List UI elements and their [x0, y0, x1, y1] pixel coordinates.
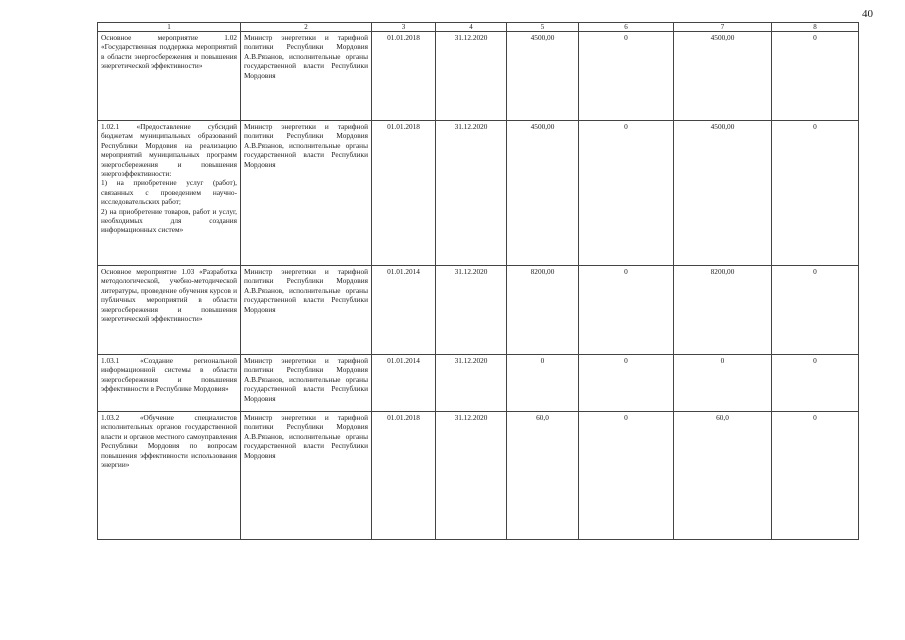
column-number: 3	[372, 23, 436, 32]
start-date: 01.01.2018	[372, 412, 436, 540]
value-col8: 0	[772, 32, 859, 121]
column-number: 5	[507, 23, 579, 32]
value-col6: 0	[579, 412, 674, 540]
value-col7: 4500,00	[674, 121, 772, 266]
end-date: 31.12.2020	[436, 121, 507, 266]
end-date: 31.12.2020	[436, 355, 507, 412]
table-row	[98, 266, 859, 355]
value-col7: 4500,00	[674, 32, 772, 121]
activity-description: 1.03.2 «Обучение специалистов исполнительных органов государственной власти и органов местного самоуправления Республики Мордовия по вопросам повышения эффективности использования энергии»	[98, 412, 241, 540]
value-col8: 0	[772, 412, 859, 540]
start-date: 01.01.2018	[372, 32, 436, 121]
responsible-executor: Министр энергетики и тарифной политики Республики Мордовия А.В.Рязанов, исполнительные органы государственной власти Республики Мордовия	[241, 355, 372, 412]
start-date: 01.01.2018	[372, 121, 436, 266]
value-col5: 8200,00	[507, 266, 579, 355]
column-number: 2	[241, 23, 372, 32]
table-row	[98, 412, 859, 540]
value-col5: 60,0	[507, 412, 579, 540]
value-col7: 0	[674, 355, 772, 412]
value-col5: 4500,00	[507, 32, 579, 121]
end-date: 31.12.2020	[436, 412, 507, 540]
value-col5: 0	[507, 355, 579, 412]
value-col6: 0	[579, 121, 674, 266]
column-number-row	[98, 23, 859, 32]
value-col6: 0	[579, 355, 674, 412]
value-col8: 0	[772, 121, 859, 266]
value-col7: 8200,00	[674, 266, 772, 355]
responsible-executor: Министр энергетики и тарифной политики Республики Мордовия А.В.Рязанов, исполнительные органы государственной власти Республики Мордовия	[241, 412, 372, 540]
column-number: 7	[674, 23, 772, 32]
column-number: 4	[436, 23, 507, 32]
program-table	[97, 22, 859, 540]
value-col7: 60,0	[674, 412, 772, 540]
end-date: 31.12.2020	[436, 32, 507, 121]
column-number: 8	[772, 23, 859, 32]
value-col8: 0	[772, 355, 859, 412]
value-col8: 0	[772, 266, 859, 355]
page-number: 40	[862, 8, 873, 20]
activity-description	[98, 121, 241, 266]
activity-description-main: 1.02.1 «Предоставление субсидий бюджетам муниципальных образований Республики Мордовия на реализацию мероприятий муниципальных программ энергосбережения и повышения энергоэффективности:	[101, 122, 237, 179]
responsible-executor: Министр энергетики и тарифной политики Республики Мордовия А.В.Рязанов, исполнительные органы государственной власти Республики Мордовия	[241, 32, 372, 121]
activity-subitem: 2) на приобретение товаров, работ и услуг, необходимых для создания информационных систем»	[101, 206, 237, 235]
activity-subitem: 1) на приобретение услуг (работ), связанных с проведением научно-исследовательских работ;	[101, 178, 237, 207]
start-date: 01.01.2014	[372, 266, 436, 355]
table-row	[98, 121, 859, 266]
responsible-executor: Министр энергетики и тарифной политики Республики Мордовия А.В.Рязанов, исполнительные органы государственной власти Республики Мордовия	[241, 121, 372, 266]
activity-description: Основное мероприятие 1.02 «Государственная поддержка мероприятий в области энергосбережения и повышения энергетической эффективности»	[98, 32, 241, 121]
table-row	[98, 355, 859, 412]
end-date: 31.12.2020	[436, 266, 507, 355]
column-number: 6	[579, 23, 674, 32]
column-number: 1	[98, 23, 241, 32]
value-col6: 0	[579, 266, 674, 355]
table-row	[98, 32, 859, 121]
value-col6: 0	[579, 32, 674, 121]
activity-description: 1.03.1 «Создание региональной информационной системы в области энергосбережения и повышения эффективности в Республике Мордовия»	[98, 355, 241, 412]
start-date: 01.01.2014	[372, 355, 436, 412]
activity-description: Основное мероприятие 1.03 «Разработка методологической, учебно-методической литературы, проведение обучения курсов и публичных мероприятий в области энергосбережения и повышения энергетической эффективности»	[98, 266, 241, 355]
responsible-executor: Министр энергетики и тарифной политики Республики Мордовия А.В.Рязанов, исполнительные органы государственной власти Республики Мордовия	[241, 266, 372, 355]
value-col5: 4500,00	[507, 121, 579, 266]
